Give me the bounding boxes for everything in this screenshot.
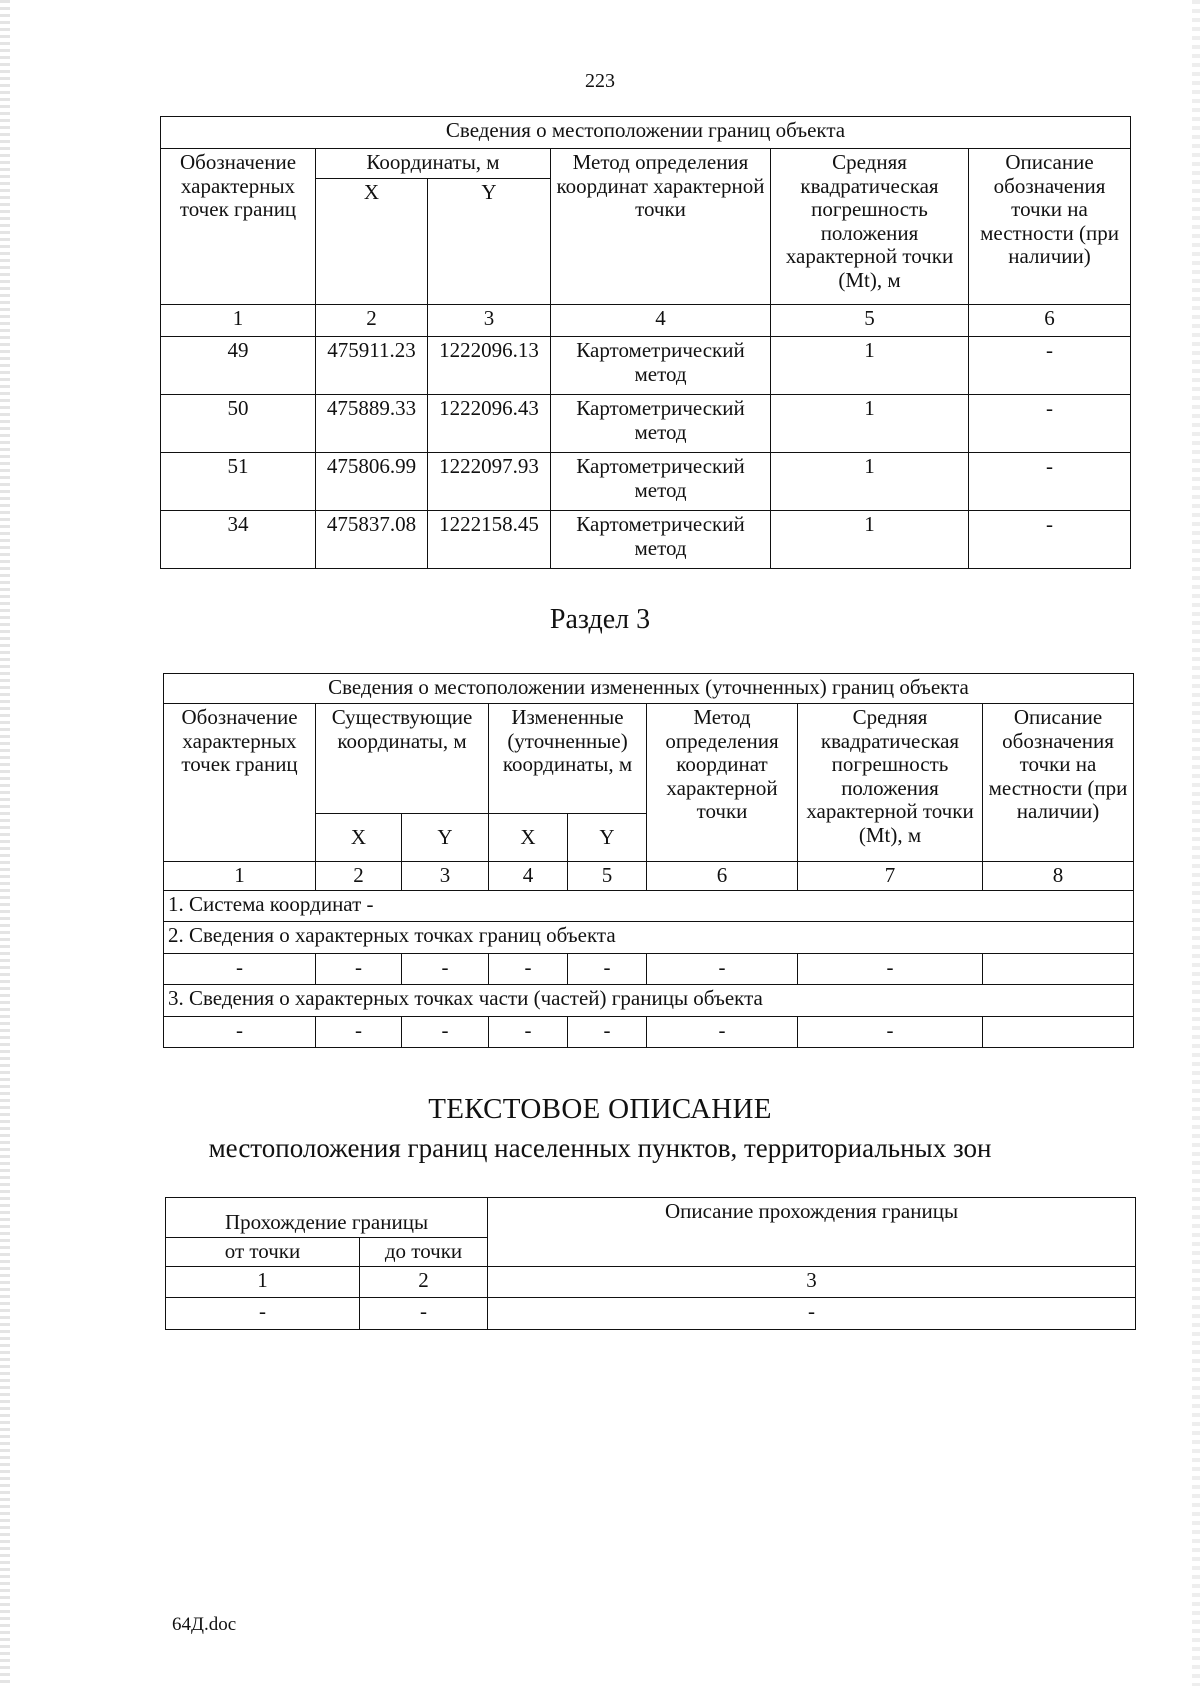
column-number: 1: [161, 305, 316, 337]
table-row: [161, 395, 1131, 453]
column-number: 6: [647, 862, 798, 891]
cell: -: [164, 954, 316, 985]
table-row: [161, 337, 1131, 395]
coord-x: 475911.23: [316, 337, 428, 395]
coord-x: 475837.08: [316, 511, 428, 569]
coord-y: 1222096.43: [428, 395, 551, 453]
cell: -: [164, 1017, 316, 1048]
coordinate-system-row: 1. Система координат -: [164, 891, 1134, 922]
scan-edge-right: [1192, 0, 1200, 1686]
header-to-point: до точки: [360, 1238, 488, 1267]
description: -: [969, 337, 1131, 395]
column-number: 3: [428, 305, 551, 337]
cell: -: [360, 1297, 488, 1329]
header-point-designation: Обозначение характерных точек границ: [161, 149, 316, 305]
error: 1: [771, 337, 969, 395]
column-number: 4: [551, 305, 771, 337]
header-boundary-passage: Прохождение границы: [166, 1198, 488, 1238]
boundary-location-table: [160, 116, 1131, 569]
method: Картометрический метод: [551, 511, 771, 569]
header-y: Y: [428, 179, 551, 305]
coord-y: 1222097.93: [428, 453, 551, 511]
description: -: [969, 395, 1131, 453]
boundary-points-title: 2. Сведения о характерных точках границ объекта: [164, 922, 1134, 954]
table1-title: Сведения о местоположении границ объекта: [161, 117, 1131, 149]
table-row: [161, 511, 1131, 569]
header-x: X: [489, 814, 568, 862]
point-id: 49: [161, 337, 316, 395]
header-y: Y: [568, 814, 647, 862]
table-row: [164, 1017, 1134, 1048]
point-id: 50: [161, 395, 316, 453]
cell: -: [568, 1017, 647, 1048]
point-id: 51: [161, 453, 316, 511]
cell: -: [489, 1017, 568, 1048]
header-error: Средняя квадратическая погрешность положения характерной точки (Mt), м: [771, 149, 969, 305]
header-from-point: от точки: [166, 1238, 360, 1267]
header-x: X: [316, 179, 428, 305]
column-number: 2: [316, 305, 428, 337]
header-description: Описание обозначения точки на местности (при наличии): [983, 704, 1134, 862]
method: Картометрический метод: [551, 453, 771, 511]
text-description-subheading: местоположения границ населенных пунктов, территориальных зон: [208, 1133, 992, 1163]
cell: -: [488, 1297, 1136, 1329]
header-method: Метод определения координат характерной точки: [551, 149, 771, 305]
column-number: 3: [488, 1266, 1136, 1297]
header-existing-coordinates: Существующие координаты, м: [316, 704, 489, 814]
header-method: Метод определения координат характерной точки: [647, 704, 798, 862]
header-error: Средняя квадратическая погрешность положения характерной точки (Mt), м: [798, 704, 983, 862]
table-row: [166, 1297, 1136, 1329]
coord-y: 1222158.45: [428, 511, 551, 569]
error: 1: [771, 395, 969, 453]
header-passage-description: Описание прохождения границы: [488, 1198, 1136, 1267]
boundary-passage-table: [165, 1197, 1136, 1330]
header-coordinates: Координаты, м: [316, 149, 551, 179]
header-point-designation: Обозначение характерных точек границ: [164, 704, 316, 862]
column-number: 3: [402, 862, 489, 891]
column-number: 2: [316, 862, 402, 891]
column-number: 1: [166, 1266, 360, 1297]
cell: -: [568, 954, 647, 985]
column-number: 5: [568, 862, 647, 891]
cell: -: [316, 954, 402, 985]
cell: -: [316, 1017, 402, 1048]
cell: -: [647, 954, 798, 985]
cell: -: [489, 954, 568, 985]
column-number: 5: [771, 305, 969, 337]
cell: -: [798, 954, 983, 985]
column-number: 1: [164, 862, 316, 891]
header-changed-coordinates: Измененные (уточненные) координаты, м: [489, 704, 647, 814]
cell: -: [402, 954, 489, 985]
scan-edge-left: [0, 0, 10, 1686]
header-y: Y: [402, 814, 489, 862]
coord-y: 1222096.13: [428, 337, 551, 395]
method: Картометрический метод: [551, 395, 771, 453]
header-description: Описание обозначения точки на местности (при наличии): [969, 149, 1131, 305]
column-number: 7: [798, 862, 983, 891]
column-number: 4: [489, 862, 568, 891]
cell: -: [798, 1017, 983, 1048]
cell: [983, 954, 1134, 985]
description: -: [969, 453, 1131, 511]
page-number: 223: [585, 70, 615, 92]
column-number: 2: [360, 1266, 488, 1297]
table-row: [164, 954, 1134, 985]
column-number: 6: [969, 305, 1131, 337]
text-description-heading: ТЕКСТОВОЕ ОПИСАНИЕ: [428, 1093, 772, 1125]
header-x: X: [316, 814, 402, 862]
section-heading: Раздел 3: [549, 604, 651, 635]
method: Картометрический метод: [551, 337, 771, 395]
coord-x: 475806.99: [316, 453, 428, 511]
error: 1: [771, 453, 969, 511]
footer-filename: 64Д.doc: [172, 1614, 237, 1635]
column-number: 8: [983, 862, 1134, 891]
cell: -: [402, 1017, 489, 1048]
table-row: [161, 453, 1131, 511]
description: -: [969, 511, 1131, 569]
boundary-parts-title: 3. Сведения о характерных точках части (частей) границы объекта: [164, 985, 1134, 1017]
point-id: 34: [161, 511, 316, 569]
coord-x: 475889.33: [316, 395, 428, 453]
cell: [983, 1017, 1134, 1048]
changed-boundaries-table: [163, 673, 1134, 1048]
table2-title: Сведения о местоположении измененных (уточненных) границ объекта: [164, 674, 1134, 704]
error: 1: [771, 511, 969, 569]
cell: -: [166, 1297, 360, 1329]
cell: -: [647, 1017, 798, 1048]
